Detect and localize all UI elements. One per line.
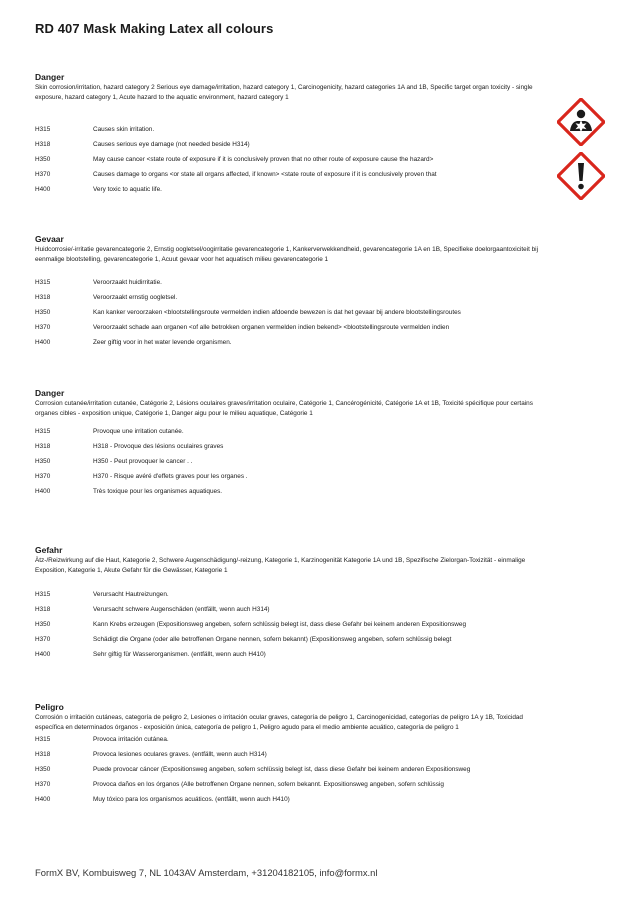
hazard-statement: [35, 793, 540, 808]
hazard-text: Verursacht schwere Augenschäden (entfällt, wenn auch H314): [93, 606, 270, 614]
hazard-text: May cause cancer <state route of exposure if it is conclusively proven that no other route of exposure cause the hazard>: [93, 156, 434, 163]
hazard-statement: [35, 778, 540, 793]
hazard-text: Causes damage to organs <or state all organs affected, if known> <state route of exposure if it is conclusively proven that: [93, 170, 437, 178]
hazard-text: Provoca lesiones oculares graves. (entfällt, wenn auch H314): [93, 751, 267, 759]
hazard-statement: [35, 588, 540, 603]
hazard-text: H370 - Risque avéré d'effets graves pour les organes .: [93, 472, 248, 480]
signal-word: Gevaar: [35, 234, 64, 244]
hazard-code: H315: [35, 591, 51, 599]
hazard-statement: [35, 291, 540, 306]
hazard-section-fr: [35, 388, 540, 499]
hazard-text: Sehr giftig für Wasserorganismen. (entfällt, wenn auch H410): [93, 650, 266, 658]
hazard-section-es: [35, 702, 540, 807]
hazard-text: H350 - Peut provoquer le cancer . .: [93, 458, 193, 465]
hazard-text: Très toxique pour les organismes aquatiques.: [93, 487, 223, 495]
hazard-statement-list: [35, 588, 540, 662]
hazard-statement-list: [35, 276, 540, 350]
hazard-text: Provoque une irritation cutanée.: [93, 428, 184, 436]
hazard-code: H315: [35, 736, 51, 744]
hazard-text: H318 - Provoque des lésions oculaires graves: [93, 443, 224, 451]
hazard-statement: [35, 763, 540, 778]
hazard-text: Causes skin irritation.: [93, 126, 155, 134]
hazard-code: H315: [35, 126, 51, 134]
hazard-statement: [35, 321, 540, 336]
hazard-code: H318: [35, 751, 51, 759]
hazard-text: Puede provocar cáncer (Expositionsweg angeben, sofern schlüssig belegt ist, dass diese Gefahr bei keinem anderen Expositionsweg: [93, 766, 471, 773]
hazard-statement: [35, 306, 540, 321]
hazard-code: H350: [35, 766, 51, 773]
hazard-section-nl: [35, 234, 540, 350]
signal-word: Danger: [35, 388, 65, 398]
signal-word: Gefahr: [35, 545, 63, 555]
hazard-statement-list: [35, 733, 540, 807]
hazard-text: Muy tóxico para los organismos acuáticos. (entfällt, wenn auch H410): [93, 795, 290, 803]
hazard-code: H400: [35, 795, 51, 803]
hazard-code: H370: [35, 472, 51, 480]
hazard-statement: [35, 276, 540, 291]
hazard-code: H400: [35, 487, 51, 495]
hazard-statement: [35, 648, 540, 663]
health-hazard-icon: [557, 98, 605, 146]
hazard-statement: [35, 440, 540, 455]
hazard-section-en: [35, 72, 540, 197]
hazard-statement-list: [35, 425, 540, 499]
hazard-classification: Corrosión o irritación cutáneas, categoría de peligro 2, Lesiones o irritación ocular graves, categoría de peligro 1, Carcinogenicidad, categorías de peligro 1A y 1B, Toxicidad específica en determinados órganos - exposición única, categoría de peligro 1, Peligro agudo para el medio ambiente acuático, categoría de peligro 1: [35, 714, 523, 732]
hazard-code: H318: [35, 294, 51, 302]
hazard-statement: [35, 470, 540, 485]
hazard-text: Causes serious eye damage (not needed beside H314): [93, 141, 250, 149]
hazard-text: Verursacht Hautreizungen.: [93, 591, 169, 599]
hazard-classification: Huidcorrosie/-irritatie gevarencategorie 2, Ernstig oogletsel/oogirritatie gevarencategorie 1, Kankerverwekkendheid, gevarencategorie 1A en 1B, Specifieke doelorgaantoxiciteit bij eenmalige blootstelling, gevarencategorie 1, Acuut gevaar voor het aquatisch milieu gevarencategorie 1: [35, 246, 539, 264]
hazard-classification: Ätz-/Reizwirkung auf die Haut, Kategorie 2, Schwere Augenschädigung/-reizung, Kategorie 1, Karzinogenität Kategorie 1A und 1B, Spezifische Zielorgan-Toxizität - einmalige Exposition, Kategorie 1, Akute Gefahr für die Gewässer, Kategorie 1: [35, 557, 526, 575]
hazard-statement: [35, 138, 540, 153]
hazard-code: H370: [35, 323, 51, 331]
hazard-statement: [35, 603, 540, 618]
hazard-code: H350: [35, 458, 51, 465]
hazard-code: H315: [35, 428, 51, 436]
hazard-statement-list: [35, 123, 540, 197]
hazard-text: Provoca daños en los órganos (Alle betroffenen Organe nennen, sofern bekannt. Expositionsweg angeben, sofern schlüssig: [93, 780, 444, 788]
signal-word: Peligro: [35, 702, 64, 712]
hazard-statement: [35, 733, 540, 748]
hazard-text: Provoca irritación cutánea.: [93, 736, 169, 744]
hazard-statement: [35, 336, 540, 351]
hazard-statement: [35, 183, 540, 198]
exclamation-mark-icon: [557, 152, 605, 200]
hazard-text: Kann Krebs erzeugen (Expositionsweg angeben, sofern schlüssig belegt ist, dass diese Gefahr bei keinem anderen Expositionsweg: [93, 621, 467, 628]
hazard-code: H315: [35, 279, 51, 287]
hazard-section-de: [35, 545, 540, 662]
hazard-statement: [35, 123, 540, 138]
hazard-text: Kan kanker veroorzaken <blootstellingsroute vermelden indien afdoende bewezen is dat het gevaar bij andere blootstellingsroutes: [93, 309, 461, 316]
hazard-statement: [35, 485, 540, 500]
document-title: RD 407 Mask Making Latex all colours: [35, 21, 274, 36]
hazard-statement: [35, 633, 540, 648]
hazard-statement: [35, 168, 540, 183]
signal-word: Danger: [35, 72, 65, 82]
hazard-code: H400: [35, 185, 51, 193]
hazard-code: H370: [35, 170, 51, 178]
hazard-code: H318: [35, 606, 51, 614]
hazard-code: H370: [35, 780, 51, 788]
hazard-text: Schädigt die Organe (oder alle betroffenen Organe nennen, sofern bekannt) (Expositionsweg angeben, sofern schlüssig belegt: [93, 635, 452, 643]
hazard-text: Zeer giftig voor in het water levende organismen.: [93, 338, 232, 346]
hazard-statement: [35, 425, 540, 440]
company-footer: FormX BV, Kombuisweg 7, NL 1043AV Amsterdam, +31204182105, info@formx.nl: [35, 867, 378, 878]
hazard-statement: [35, 748, 540, 763]
hazard-code: H350: [35, 621, 51, 628]
hazard-text: Veroorzaakt schade aan organen <of alle betrokken organen vermelden indien bekend> <blootstellingsroute vermelden indien: [93, 323, 450, 331]
hazard-text: Veroorzaakt huidirritatie.: [93, 279, 162, 287]
hazard-classification: Skin corrosion/irritation, hazard category 2 Serious eye damage/irritation, hazard category 1, Carcinogenicity, hazard categories 1A and 1B, Specific target organ toxicity - single exposure, hazard category 1, Acute hazard to the aquatic environment, hazard category 1: [35, 84, 533, 102]
hazard-statement: [35, 455, 540, 470]
hazard-classification: Corrosion cutanée/irritation cutanée, Catégorie 2, Lésions oculaires graves/irritation oculaire, Catégorie 1, Cancérogénicité, Catégorie 1A et 1B, Toxicité spécifique pour certains organes cibles - exposition unique, Catégorie 1, Danger aigu pour le milieu aquatique, Catégorie 1: [35, 400, 533, 418]
hazard-text: Very toxic to aquatic life.: [93, 185, 162, 193]
hazard-text: Veroorzaakt ernstig oogletsel.: [93, 294, 178, 302]
hazard-statement: [35, 153, 540, 168]
hazard-code: H400: [35, 650, 51, 658]
hazard-statement: [35, 618, 540, 633]
hazard-code: H400: [35, 338, 51, 346]
hazard-code: H318: [35, 443, 51, 451]
hazard-code: H350: [35, 156, 51, 163]
hazard-code: H318: [35, 141, 51, 149]
hazard-code: H350: [35, 309, 51, 316]
hazard-code: H370: [35, 635, 51, 643]
